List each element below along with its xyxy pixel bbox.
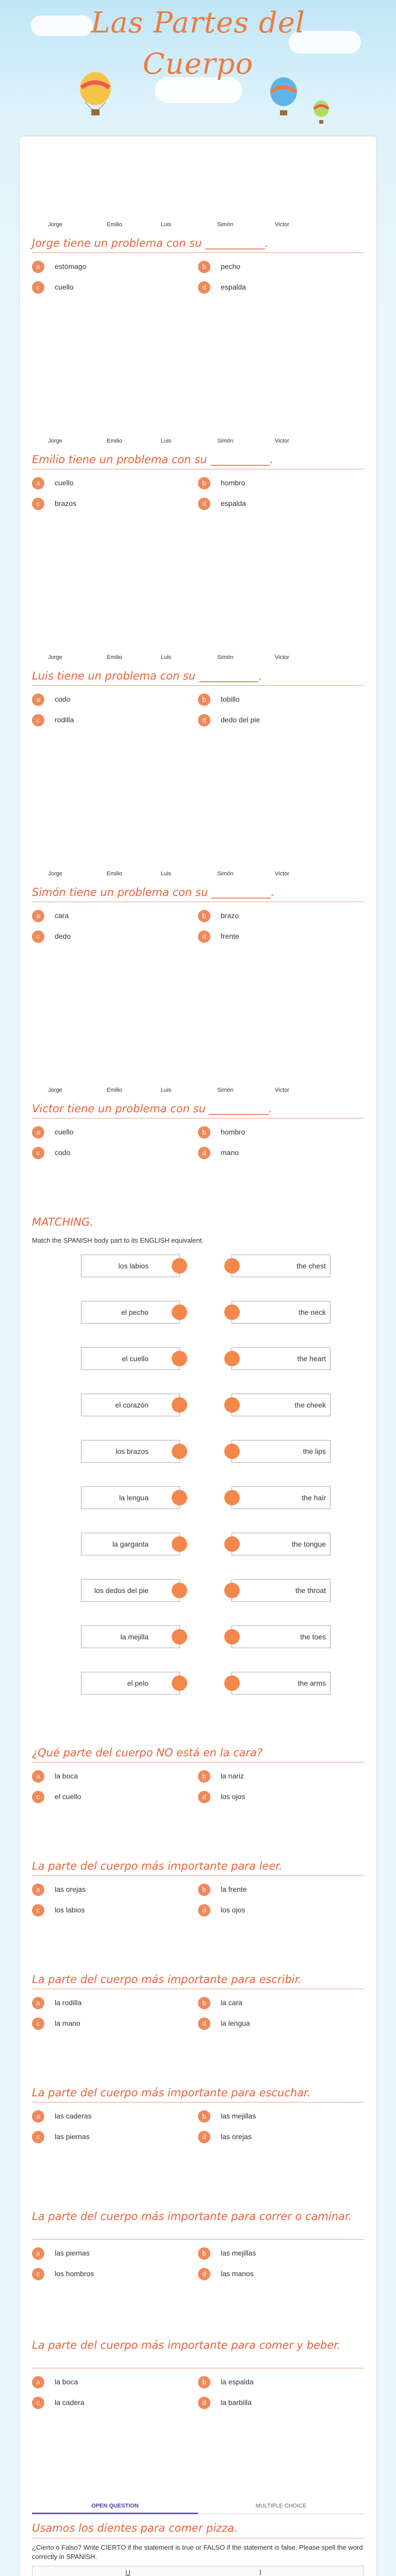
option-label: cuello [55, 479, 74, 487]
answer-option-a[interactable] [32, 2109, 187, 2125]
match-left-item[interactable] [81, 1301, 180, 1324]
option-label: rodilla [55, 716, 74, 724]
answer-toolbar [32, 2566, 364, 2576]
option-label: cara [55, 911, 69, 920]
multiple-choice-question [32, 1860, 364, 1937]
figure-name-label: Victor [275, 1087, 289, 1093]
page-title-line1: Las Partes del [91, 6, 305, 40]
figure-name-label: Jorge [48, 438, 62, 444]
option-letter-badge: c [32, 1904, 44, 1917]
match-right-label: the arms [298, 1679, 326, 1687]
cloud-decoration [155, 77, 242, 103]
question-divider [32, 2102, 364, 2103]
figure-name-label: Simón [217, 871, 234, 877]
match-left-label: el cuello [122, 1354, 148, 1363]
option-label: estómago [55, 262, 87, 270]
match-left-label: el corazón [115, 1401, 148, 1409]
match-connector-dot[interactable] [172, 1536, 187, 1552]
multiple-choice-question [32, 453, 364, 510]
match-right-item[interactable] [232, 1625, 331, 1648]
option-label: la lengua [221, 2019, 250, 2027]
multiple-choice-question [32, 1973, 364, 2050]
question-title: Luis tiene un problema con su ___________. [32, 670, 262, 682]
option-label: la cara [221, 1998, 243, 2007]
answer-option-c[interactable] [32, 2130, 187, 2145]
option-label: las orejas [55, 1885, 86, 1893]
option-letter-badge: d [198, 714, 210, 726]
option-letter-badge: d [198, 498, 210, 510]
figure-name-label: Luis [160, 871, 172, 877]
multiple-choice-question [32, 1747, 364, 1824]
answer-option-d[interactable] [198, 497, 353, 512]
answer-option-a[interactable] [32, 260, 187, 275]
answer-option-d[interactable] [198, 280, 353, 296]
answer-option-b[interactable] [198, 1125, 353, 1141]
figures-row [32, 1010, 364, 1108]
match-left-item[interactable] [81, 1486, 180, 1509]
match-right-item[interactable] [232, 1301, 331, 1324]
match-left-item[interactable] [81, 1533, 180, 1555]
answer-option-d[interactable] [198, 1903, 353, 1919]
answer-option-c[interactable] [32, 280, 187, 296]
option-label: los ojos [221, 1792, 245, 1801]
option-letter-badge: a [32, 477, 44, 489]
answer-option-a[interactable] [32, 692, 187, 708]
option-label: brazos [55, 499, 77, 507]
option-label: los labios [55, 1906, 85, 1914]
multiple-choice-question [32, 2087, 364, 2164]
option-label: la barbilla [221, 2398, 252, 2406]
matching-instruction: Match the SPANISH body part to its ENGLISH equivalent. [32, 1236, 204, 1244]
question-divider [32, 2239, 364, 2240]
answer-option-c[interactable] [32, 1903, 187, 1919]
option-letter-badge: c [32, 281, 44, 294]
figures-row [32, 577, 364, 675]
match-connector-dot[interactable] [224, 1629, 240, 1645]
page-title-line2: Cuerpo [142, 47, 254, 81]
match-connector-dot[interactable] [224, 1444, 240, 1459]
answer-option-a[interactable] [32, 2246, 187, 2262]
option-label: el cuello [55, 1792, 81, 1801]
answer-option-c[interactable] [32, 2396, 187, 2411]
option-label: brazo [221, 911, 239, 920]
answer-option-b[interactable] [198, 692, 353, 708]
answer-option-a[interactable] [32, 476, 187, 492]
match-left-label: la lengua [119, 1494, 148, 1502]
figure-name-label: Luis [160, 1087, 172, 1093]
option-label: cuello [55, 1128, 74, 1136]
body-figures-illustration [32, 144, 364, 242]
option-letter-badge: b [198, 2247, 210, 2260]
question-title: La parte del cuerpo más importante para correr o caminar. [32, 2210, 352, 2223]
option-label: espalda [221, 283, 246, 291]
answer-option-d[interactable] [198, 2396, 353, 2411]
multiple-choice-question [32, 886, 364, 943]
match-right-label: the chest [296, 1262, 326, 1270]
figures-row [32, 361, 364, 459]
question-type-tabs [32, 2499, 364, 2514]
figure-name-label: Emilio [107, 654, 122, 660]
answer-option-c[interactable] [32, 1146, 187, 1161]
match-left-label: los brazos [116, 1447, 148, 1455]
underline-icon[interactable]: U [125, 2568, 131, 2576]
match-connector-dot[interactable] [224, 1536, 240, 1552]
tab-open-question[interactable]: OPEN QUESTION [32, 2499, 198, 2514]
answer-option-b[interactable] [198, 476, 353, 492]
figure-name-label: Victor [275, 438, 289, 444]
option-label: mano [221, 1148, 239, 1157]
figure-name-label: Simón [217, 438, 234, 444]
answer-option-b[interactable] [198, 2109, 353, 2125]
figure-name-label: Emilio [107, 438, 122, 444]
matching-section [32, 1216, 364, 1731]
option-letter-badge: b [198, 477, 210, 489]
option-label: la rodilla [55, 1998, 82, 2007]
match-left-label: el pecho [121, 1308, 148, 1316]
option-letter-badge: d [198, 930, 210, 943]
question-title: La parte del cuerpo más importante para escuchar. [32, 2087, 311, 2099]
match-connector-dot[interactable] [172, 1258, 187, 1274]
answer-option-d[interactable] [198, 713, 353, 728]
worksheet-header [0, 0, 396, 129]
option-label: la boca [55, 1772, 78, 1780]
figure-name-label: Simón [217, 654, 234, 660]
option-letter-badge: b [198, 1126, 210, 1139]
option-letter-badge: d [198, 1791, 210, 1803]
option-label: hombro [221, 479, 245, 487]
match-connector-dot[interactable] [224, 1397, 240, 1413]
match-connector-dot[interactable] [172, 1397, 187, 1413]
option-label: pecho [221, 262, 241, 270]
hot-air-balloon-icon [312, 100, 331, 125]
option-letter-badge: a [32, 2247, 44, 2260]
option-letter-badge: c [32, 2397, 44, 2409]
matching-title: MATCHING. [32, 1216, 94, 1228]
option-label: las orejas [221, 2132, 252, 2141]
match-left-label: los dedos del pie [94, 1586, 148, 1595]
match-connector-dot[interactable] [172, 1629, 187, 1645]
question-title: Emilio tiene un problema con su ___________. [32, 453, 274, 466]
italic-icon[interactable]: Ⅰ [259, 2568, 262, 2576]
match-left-item[interactable] [81, 1347, 180, 1370]
match-right-item[interactable] [232, 1255, 331, 1277]
option-letter-badge: d [198, 2018, 210, 2030]
match-left-label: los labios [118, 1262, 148, 1270]
multiple-choice-question [32, 237, 364, 294]
match-right-item[interactable] [232, 1347, 331, 1370]
body-figures-illustration [32, 577, 364, 675]
answer-option-d[interactable] [198, 929, 353, 945]
match-connector-dot[interactable] [224, 1304, 240, 1320]
answer-option-a[interactable] [32, 1125, 187, 1141]
answer-option-c[interactable] [32, 497, 187, 512]
option-label: las mejillas [221, 2112, 256, 2120]
question-title: Simón tiene un problema con su ___________. [32, 886, 275, 899]
answer-option-d[interactable] [198, 1146, 353, 1161]
match-left-item[interactable] [81, 1672, 180, 1694]
figure-name-label: Victor [275, 654, 289, 660]
match-connector-dot[interactable] [172, 1583, 187, 1598]
figure-name-label: Emilio [107, 222, 122, 228]
option-letter-badge: d [198, 2397, 210, 2409]
option-label: los ojos [221, 1906, 245, 1914]
option-label: las mejillas [221, 2249, 256, 2257]
option-letter-badge: c [32, 2131, 44, 2143]
option-letter-badge: d [198, 1904, 210, 1917]
match-left-item[interactable] [81, 1394, 180, 1416]
option-letter-badge: b [198, 693, 210, 706]
question-title: La parte del cuerpo más importante para leer. [32, 1860, 283, 1872]
answer-option-a[interactable] [32, 909, 187, 924]
body-figures-illustration [32, 793, 364, 891]
option-letter-badge: d [198, 2268, 210, 2280]
answer-option-c[interactable] [32, 2016, 187, 2032]
option-label: espalda [221, 499, 246, 507]
option-label: la boca [55, 2378, 78, 2386]
figure-name-label: Luis [160, 438, 172, 444]
figure-name-label: Luis [160, 654, 172, 660]
answer-option-a[interactable] [32, 1883, 187, 1898]
option-label: cuello [55, 283, 74, 291]
option-label: codo [55, 1148, 71, 1157]
option-label: la frente [221, 1885, 247, 1893]
match-right-label: the lips [303, 1447, 326, 1455]
answer-option-c[interactable] [32, 713, 187, 728]
match-connector-dot[interactable] [172, 1444, 187, 1459]
match-right-item[interactable] [232, 1440, 331, 1463]
option-label: codo [55, 695, 71, 703]
open-question-block [32, 2499, 364, 2576]
multiple-choice-question [32, 2210, 364, 2287]
option-letter-badge: b [198, 910, 210, 922]
hot-air-balloon-icon [268, 77, 299, 118]
option-letter-badge: a [32, 1770, 44, 1783]
question-title: La parte del cuerpo más importante para comer y beber. [32, 2339, 341, 2351]
match-connector-dot[interactable] [172, 1351, 187, 1366]
match-connector-dot[interactable] [224, 1675, 240, 1691]
match-right-label: the neck [299, 1308, 326, 1316]
question-divider [32, 685, 364, 686]
answer-option-a[interactable] [32, 1996, 187, 2011]
tab-multiple-choice[interactable]: MULTIPLE CHOICE [198, 2499, 364, 2514]
figure-name-label: Simón [217, 222, 234, 228]
option-letter-badge: a [32, 910, 44, 922]
option-letter-badge: b [198, 1884, 210, 1896]
option-label: la mano [55, 2019, 80, 2027]
option-letter-badge: b [198, 1770, 210, 1783]
option-letter-badge: d [198, 1147, 210, 1159]
answer-option-b[interactable] [198, 260, 353, 275]
figures-row [32, 793, 364, 891]
match-right-label: the cheek [294, 1401, 326, 1409]
match-left-label: la garganta [112, 1540, 148, 1548]
option-label: las manos [221, 2269, 254, 2278]
figure-name-label: Emilio [107, 871, 122, 877]
option-letter-badge: c [32, 714, 44, 726]
option-letter-badge: d [198, 2131, 210, 2143]
answer-option-d[interactable] [198, 2267, 353, 2282]
figure-name-label: Emilio [107, 1087, 122, 1093]
answer-option-c[interactable] [32, 929, 187, 945]
option-letter-badge: c [32, 930, 44, 943]
figure-name-label: Jorge [48, 222, 62, 228]
answer-option-c[interactable] [32, 2267, 187, 2282]
figure-name-label: Victor [275, 222, 289, 228]
figure-name-label: Victor [275, 871, 289, 877]
question-divider [32, 252, 364, 253]
answer-option-d[interactable] [198, 2130, 353, 2145]
match-connector-dot[interactable] [224, 1258, 240, 1274]
figure-name-label: Jorge [48, 871, 62, 877]
question-instruction: ¿Cierto o Falso? Write CIERTO if the statement is true or FALSO if the statement is false. Please spell the word correctly in SPANISH. [32, 2544, 363, 2561]
match-left-label: el pelo [127, 1679, 148, 1687]
question-title: Jorge tiene un problema con su ___________. [32, 237, 269, 249]
option-label: frente [221, 932, 239, 940]
question-title: Usamos los dientes para comer pizza. [32, 2522, 238, 2534]
match-right-label: the throat [295, 1586, 326, 1595]
answer-option-b[interactable] [198, 1883, 353, 1898]
match-left-item[interactable] [81, 1255, 180, 1277]
question-divider [32, 1875, 364, 1876]
option-letter-badge: b [198, 2376, 210, 2388]
answer-option-c[interactable] [32, 1790, 187, 1805]
answer-option-a[interactable] [32, 1769, 187, 1785]
answer-option-b[interactable] [198, 2246, 353, 2262]
multiple-choice-question [32, 670, 364, 726]
match-right-item[interactable] [232, 1486, 331, 1509]
answer-option-b[interactable] [198, 909, 353, 924]
option-letter-badge: c [32, 2268, 44, 2280]
match-left-item[interactable] [81, 1625, 180, 1648]
match-connector-dot[interactable] [224, 1583, 240, 1598]
answer-option-d[interactable] [198, 1790, 353, 1805]
match-left-item[interactable] [81, 1440, 180, 1463]
match-right-label: the hair [302, 1494, 326, 1502]
body-figures-illustration [32, 361, 364, 459]
question-title: Victor tiene un problema con su ___________. [32, 1103, 272, 1115]
option-letter-badge: c [32, 1147, 44, 1159]
option-label: las piernas [55, 2132, 90, 2141]
figure-name-label: Simón [217, 1087, 234, 1093]
question-title: ¿Qué parte del cuerpo NO está en la cara? [32, 1747, 263, 1759]
figure-name-label: Luis [160, 222, 172, 228]
option-letter-badge: d [198, 281, 210, 294]
match-connector-dot[interactable] [172, 1490, 187, 1505]
option-label: la espalda [221, 2378, 254, 2386]
figure-name-label: Jorge [48, 1087, 62, 1093]
option-label: las piernas [55, 2249, 90, 2257]
multiple-choice-question [32, 1103, 364, 1159]
match-right-label: the toes [300, 1633, 326, 1641]
option-letter-badge: a [32, 1884, 44, 1896]
option-letter-badge: b [198, 2110, 210, 2123]
option-letter-badge: a [32, 2376, 44, 2388]
match-right-item[interactable] [232, 1394, 331, 1416]
match-connector-dot[interactable] [172, 1304, 187, 1320]
option-letter-badge: a [32, 693, 44, 706]
option-label: las caderas [55, 2112, 92, 2120]
option-letter-badge: a [32, 1997, 44, 2009]
option-label: tobillo [221, 695, 240, 703]
option-letter-badge: c [32, 1791, 44, 1803]
option-letter-badge: c [32, 498, 44, 510]
match-connector-dot[interactable] [172, 1675, 187, 1691]
match-left-label: la mejilla [120, 1633, 148, 1641]
match-right-item[interactable] [232, 1533, 331, 1555]
option-letter-badge: a [32, 1126, 44, 1139]
option-label: la nariz [221, 1772, 244, 1780]
body-figures-illustration [32, 1010, 364, 1108]
answer-option-b[interactable] [198, 2375, 353, 2391]
multiple-choice-question [32, 2339, 364, 2416]
answer-option-b[interactable] [198, 1769, 353, 1785]
answer-option-a[interactable] [32, 2375, 187, 2391]
answer-option-b[interactable] [198, 1996, 353, 2011]
option-label: los hombros [55, 2269, 94, 2278]
match-right-label: the heart [297, 1354, 326, 1363]
option-letter-badge: a [32, 2110, 44, 2123]
match-left-item[interactable] [81, 1579, 180, 1602]
option-label: dedo [55, 932, 71, 940]
option-letter-badge: b [198, 261, 210, 273]
match-right-label: the tongue [291, 1540, 326, 1548]
option-label: hombro [221, 1128, 245, 1136]
answer-option-d[interactable] [198, 2016, 353, 2032]
option-label: dedo del pie [221, 716, 260, 724]
figures-row [32, 144, 364, 242]
option-letter-badge: c [32, 2018, 44, 2030]
option-letter-badge: a [32, 261, 44, 273]
option-letter-badge: b [198, 1997, 210, 2009]
match-connector-dot[interactable] [224, 1351, 240, 1366]
match-right-item[interactable] [232, 1672, 331, 1694]
figure-name-label: Jorge [48, 654, 62, 660]
question-title: La parte del cuerpo más importante para escribir. [32, 1973, 302, 1986]
option-label: la cadera [55, 2398, 85, 2406]
match-connector-dot[interactable] [224, 1490, 240, 1505]
match-right-item[interactable] [232, 1579, 331, 1602]
